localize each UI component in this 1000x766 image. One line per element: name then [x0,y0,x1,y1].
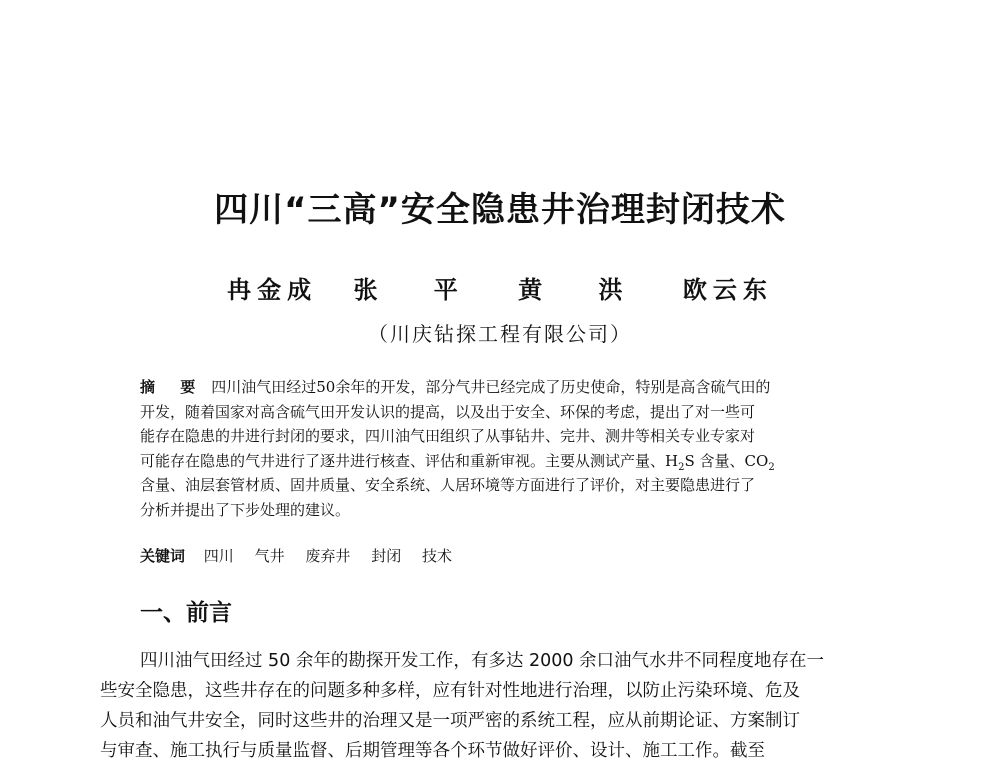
affiliation: （川庆钻探工程有限公司） [368,322,632,346]
keyword: 气井 [254,547,285,565]
section-heading: 一、前言 [140,600,232,626]
abstract-line [140,449,870,474]
author-name: 张 平 [353,275,482,304]
h2s-symbol: H [665,451,679,470]
keyword: 四川 [203,547,234,565]
keywords [140,545,468,566]
body-line: 四川油气田经过 50 余年的勘探开发工作，有多达 2000 余口油气水井不同程度地存在一 [140,651,825,671]
abstract-line: 开发，随着国家对高含硫气田开发认识的提高，以及出于安全、环保的考虑，提出了对一些可 [140,402,756,421]
author-name: 冉金成 [227,275,318,304]
author-name: 欧云东 [682,275,773,304]
abstract-line: 分析并提出了下步处理的建议。 [140,500,351,519]
body-line: 人员和油气井安全，同时这些井的治理又是一项严密的系统工程，应从前期论证、方案制订 [100,711,800,731]
keyword: 技术 [421,547,452,565]
abstract-line: 含量、油层套管材质、固井质量、安全系统、人居环境等方面进行了评价，对主要隐患进行了 [140,476,756,494]
keyword: 封闭 [371,547,402,565]
abstract-line: 能存在隐患的井进行封闭的要求，四川油气田组织了从事钻井、完井、测井等相关专业专家对 [140,427,756,445]
body-line: 与审查、施工执行与质量监督、后期管理等各个环节做好评价、设计、施工工作。截至 [100,741,765,761]
body-line: 些安全隐患，这些井存在的问题多种多样，应有针对性地进行治理，以防止污染环境、危及 [100,681,800,701]
abstract [140,375,870,522]
body-text [100,646,900,766]
author-list [0,270,1000,305]
co2-subscript: 2 [768,461,775,473]
author-name: 黄 洪 [518,275,647,304]
keywords-label: 关键词 [140,547,186,565]
abstract-text: 可能存在隐患的气井进行了逐井进行核查、评估和重新审视。主要从测试产量、 [140,451,666,470]
keyword: 废弃井 [305,547,351,565]
abstract-label: 摘 要 [140,378,206,396]
paper-title: 四川“三高”安全隐患井治理封闭技术 [214,190,786,230]
abstract-line [140,375,870,400]
abstract-text: 四川油气田经过50余年的开发，部分气井已经完成了历史使命，特别是高含硫气田的 [211,378,771,396]
co2-symbol: S 含量、CO [684,451,769,470]
h2s-subscript: 2 [678,461,685,473]
